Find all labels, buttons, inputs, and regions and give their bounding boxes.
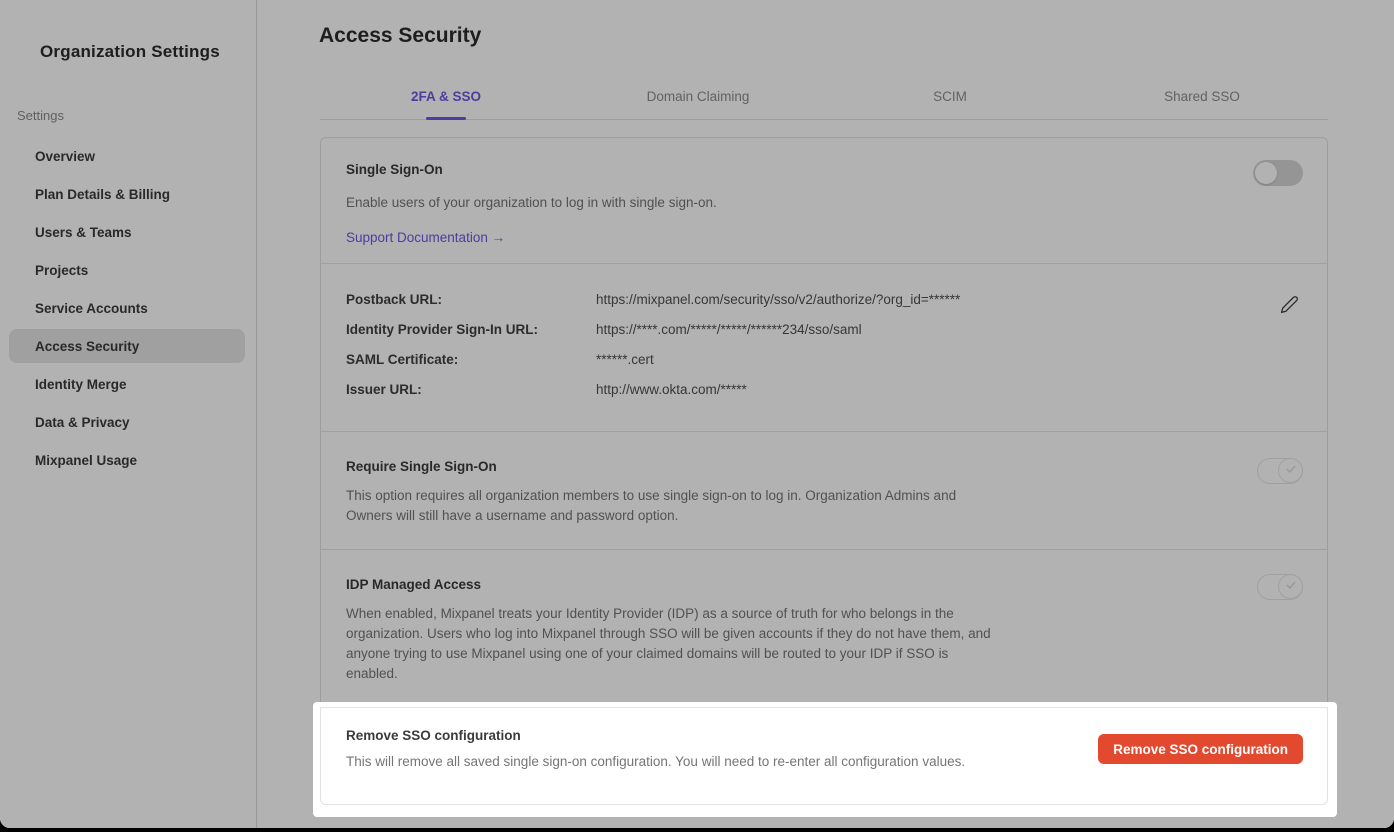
idp-signin-url-value: https://****.com/*****/*****/******234/sso/saml [596,322,862,337]
single-sign-on-description: Enable users of your organization to log in with single sign-on. [346,195,717,210]
tab-2fa-sso-label: 2FA & SSO [410,89,482,104]
postback-url-label: Postback URL: [346,292,443,307]
spotlight-highlight [313,702,1337,817]
sidebar-title: Organization Settings [40,42,220,61]
sidebar-item-overview[interactable]: Overview [35,148,96,164]
sidebar-item-access-security[interactable]: Access Security [9,329,245,363]
sidebar-item-service-accounts[interactable]: Service Accounts [35,300,148,316]
sidebar-item-plan-details-billing[interactable]: Plan Details & Billing [35,186,171,202]
sidebar-item-mixpanel-usage[interactable]: Mixpanel Usage [35,452,138,468]
remove-sso-title: Remove SSO configuration [346,728,521,743]
sidebar-item-projects[interactable]: Projects [35,262,89,278]
single-sign-on-title: Single Sign-On [346,162,443,177]
remove-sso-description: This will remove all saved single sign-on configuration. You will need to re-enter all configuration values. [346,754,966,769]
require-sso-title: Require Single Sign-On [346,459,497,474]
tab-domain-claiming-label: Domain Claiming [646,89,750,104]
section-remove-sso [320,707,1328,805]
idp-signin-url-label: Identity Provider Sign-In URL: [346,322,539,337]
idp-managed-access-title: IDP Managed Access [346,577,482,592]
saml-certificate-value: ******.cert [596,352,654,367]
support-documentation-link[interactable]: Support Documentation → [346,230,506,245]
remove-sso-configuration-button[interactable]: Remove SSO configuration [1098,734,1303,764]
issuer-url-label: Issuer URL: [346,382,422,397]
sidebar-item-identity-merge[interactable]: Identity Merge [35,376,127,392]
issuer-url-value: http://www.okta.com/***** [596,382,747,397]
sidebar-section-label: Settings [17,108,64,123]
require-sso-description: This option requires all organization members to use single sign-on to log in. Organization Admins and Owners will still have a username and password option. [346,488,957,523]
tab-shared-sso-label: Shared SSO [1164,89,1240,104]
postback-url-value: https://mixpanel.com/security/sso/v2/authorize/?org_id=****** [596,292,961,307]
sidebar-item-data-privacy[interactable]: Data & Privacy [35,414,130,430]
tab-scim-label: SCIM [933,89,967,104]
saml-certificate-label: SAML Certificate: [346,352,459,367]
page-title: Access Security [319,24,482,47]
idp-managed-access-description: When enabled, Mixpanel treats your Identity Provider (IDP) as a source of truth for who belongs in the organization. Users who log into Mixpanel through SSO will be given accounts if they do not have them, and anyone trying to use Mixpanel using one of your claimed domains will be routed to your IDP if SSO is enabled. [346,606,991,681]
sidebar-item-users-teams[interactable]: Users & Teams [35,224,132,240]
